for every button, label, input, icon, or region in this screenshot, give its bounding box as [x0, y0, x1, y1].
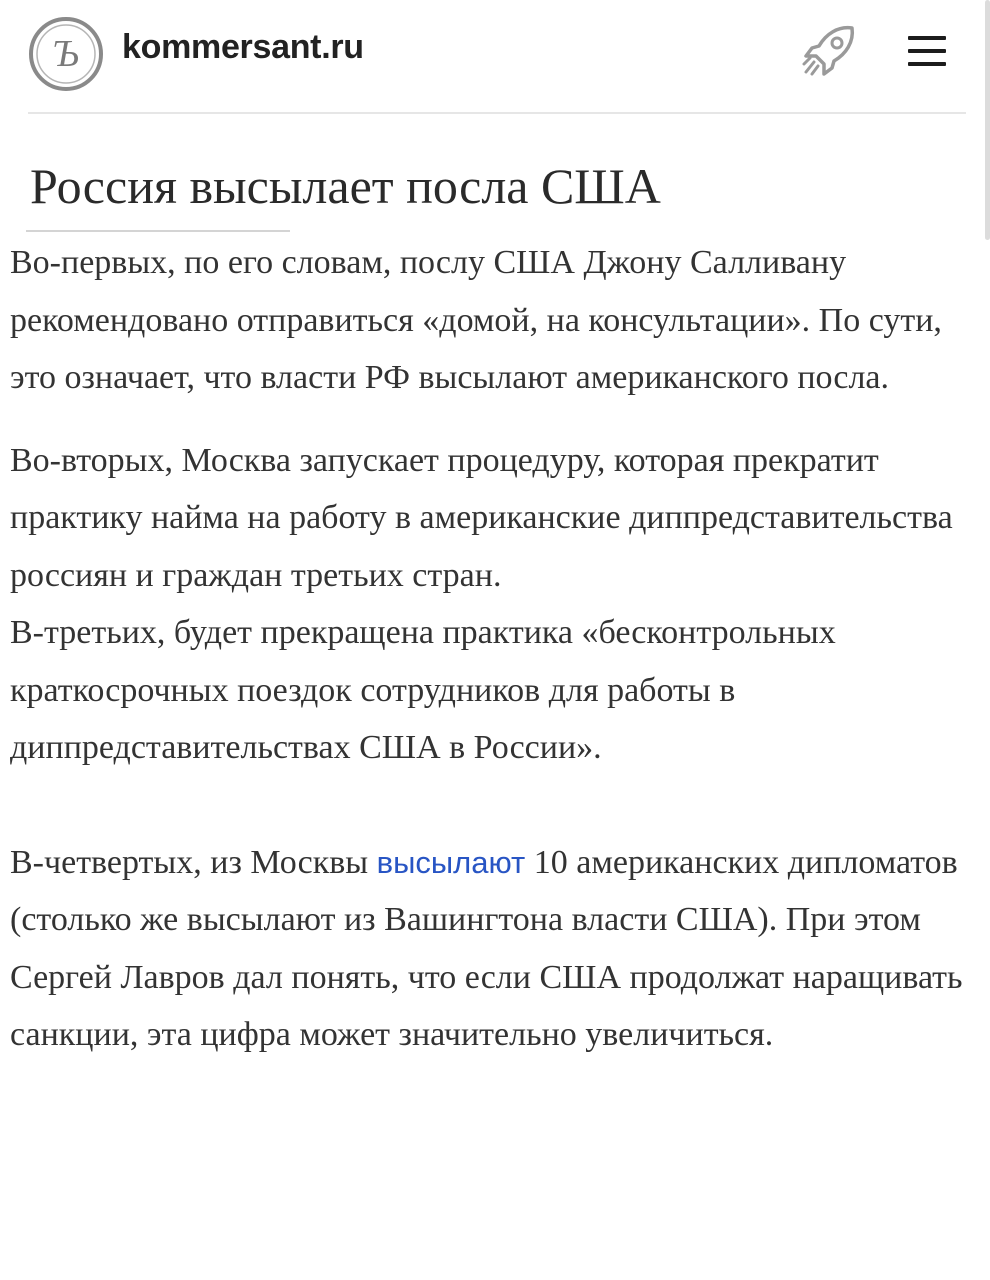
expel-link[interactable]: высылают	[376, 844, 526, 880]
menu-bar	[908, 36, 946, 40]
paragraph-4-before: В-четвертых, из Москвы	[10, 843, 377, 881]
paragraph-4-after: 10 американских дипломатов (столько же высылают из Вашингтона власти США). При этом Сергей Лавров дал понять, что если США продолжат наращивать санкции, эта цифра может значительно увеличиться.	[10, 843, 963, 1053]
article-paragraph-4	[10, 834, 988, 1064]
menu-icon[interactable]	[904, 34, 950, 70]
scrollbar[interactable]	[985, 0, 990, 240]
menu-bar	[908, 49, 946, 53]
site-header	[0, 0, 990, 112]
article-paragraph-2: Во-вторых, Москва запускает процедуру, которая прекратит практику найма на работу в американские диппредставительства россиян и граждан третьих стран.	[10, 441, 953, 594]
header-divider	[28, 112, 966, 114]
article-body	[10, 234, 988, 1064]
title-underline	[26, 230, 290, 232]
logo-letter: Ъ	[53, 33, 79, 75]
site-name[interactable]: kommersant.ru	[122, 28, 364, 66]
kommersant-logo[interactable]	[28, 16, 104, 92]
rocket-icon[interactable]	[800, 22, 858, 80]
article-paragraph-1: Во-первых, по его словам, послу США Джону Салливану рекомендовано отправиться «домой, на консультации». По сути, это означает, что власти РФ высылают американского посла.	[10, 244, 942, 396]
menu-bar	[908, 62, 946, 66]
article-title: Россия высылает посла США	[30, 158, 661, 214]
article-paragraph-3: В-третьих, будет прекращена практика «бесконтрольных краткосрочных поездок сотрудников для работы в диппредставительствах США в России».	[10, 614, 836, 766]
